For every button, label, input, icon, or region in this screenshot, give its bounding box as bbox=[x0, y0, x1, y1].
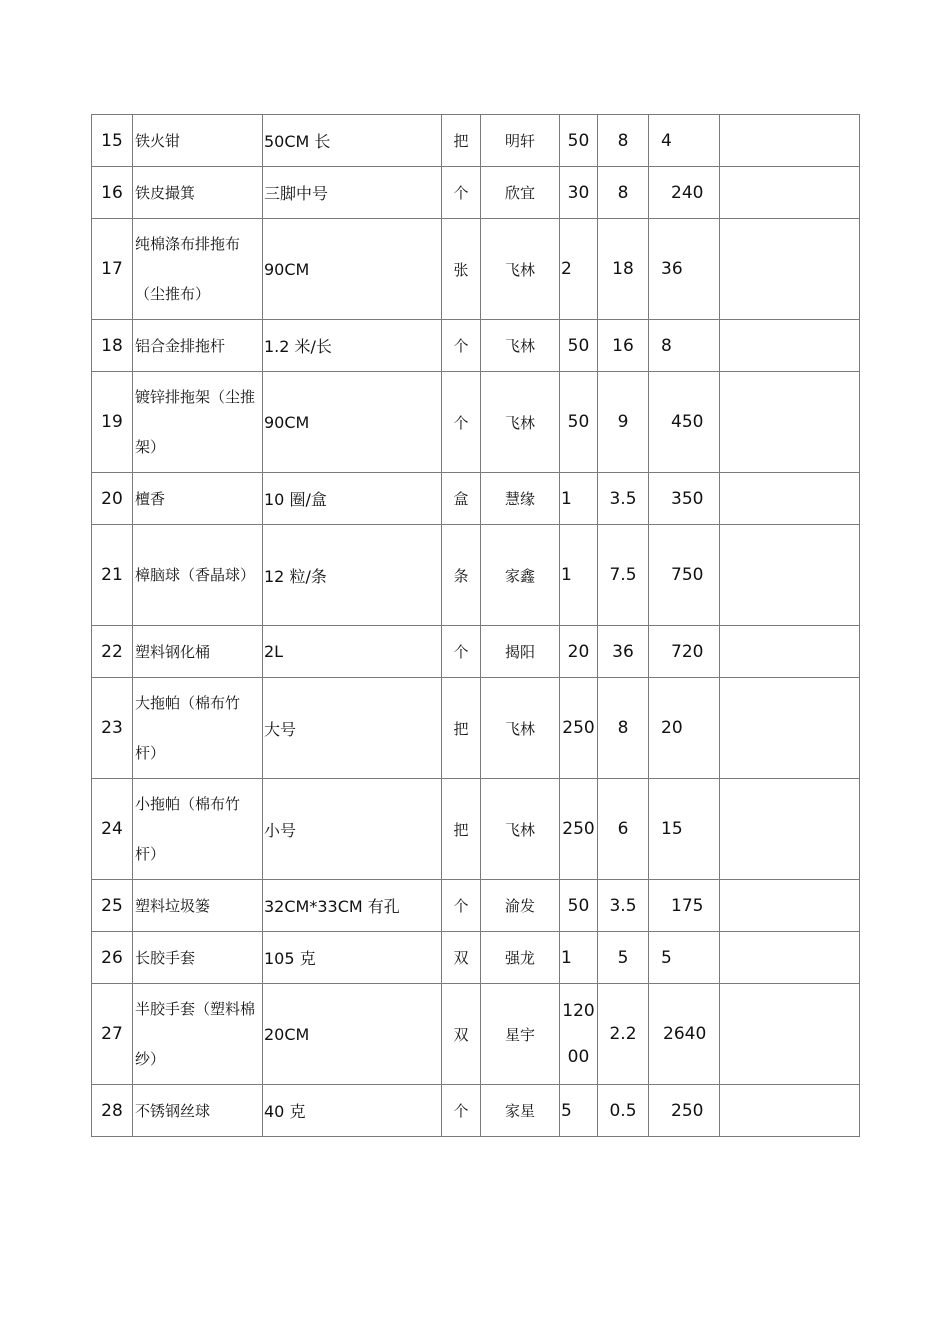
item-unit bbox=[442, 932, 481, 984]
item-note bbox=[720, 219, 860, 320]
item-unit bbox=[442, 984, 481, 1085]
cell-name: 檀香 bbox=[135, 489, 166, 508]
item-quantity bbox=[560, 167, 598, 219]
table-row bbox=[92, 678, 860, 779]
cell-unit: 个 bbox=[453, 337, 469, 355]
cell-spec: 1.2 米/长 bbox=[264, 337, 332, 356]
item-brand bbox=[481, 473, 560, 525]
item-price bbox=[598, 167, 649, 219]
cell-price: 18 bbox=[612, 259, 634, 279]
cell-no: 17 bbox=[101, 259, 123, 279]
table-row bbox=[92, 473, 860, 525]
table-row bbox=[92, 1085, 860, 1137]
cell-unit: 个 bbox=[453, 1102, 469, 1120]
item-total bbox=[649, 779, 720, 880]
cell-unit: 个 bbox=[453, 413, 469, 432]
item-number bbox=[92, 167, 133, 219]
cell-no: 27 bbox=[101, 1024, 123, 1044]
item-name bbox=[133, 984, 263, 1085]
cell-unit: 个 bbox=[453, 184, 469, 202]
cell-price: 5 bbox=[617, 947, 629, 968]
cell-qty: 20 bbox=[567, 641, 590, 662]
item-spec bbox=[263, 779, 442, 880]
cell-qty: 250 bbox=[562, 718, 595, 738]
cell-brand: 飞林 bbox=[504, 719, 535, 738]
table-row bbox=[92, 984, 860, 1085]
item-number bbox=[92, 678, 133, 779]
item-spec bbox=[263, 525, 442, 626]
cell-spec: 90CM bbox=[264, 412, 310, 432]
cell-unit: 双 bbox=[453, 949, 469, 967]
item-unit bbox=[442, 1085, 481, 1137]
item-total bbox=[649, 219, 720, 320]
cell-spec: 20CM bbox=[264, 1024, 310, 1044]
item-spec bbox=[263, 880, 442, 932]
cell-spec: 105 克 bbox=[264, 949, 316, 968]
cell-brand: 飞林 bbox=[504, 413, 535, 432]
item-spec bbox=[263, 167, 442, 219]
item-price bbox=[598, 372, 649, 473]
cell-spec: 50CM 长 bbox=[264, 132, 331, 151]
item-quantity bbox=[560, 984, 598, 1085]
cell-brand: 星宇 bbox=[504, 1025, 535, 1044]
item-price bbox=[598, 880, 649, 932]
cell-total: 720 bbox=[671, 641, 704, 662]
item-name bbox=[133, 320, 263, 372]
item-note bbox=[720, 372, 860, 473]
item-name bbox=[133, 1085, 263, 1137]
cell-brand: 飞林 bbox=[504, 337, 535, 355]
item-name bbox=[133, 779, 263, 880]
item-unit bbox=[442, 372, 481, 473]
cell-name: 不锈钢丝球 bbox=[135, 1101, 211, 1120]
item-brand bbox=[481, 1085, 560, 1137]
cell-brand: 强龙 bbox=[504, 949, 535, 967]
item-number bbox=[92, 779, 133, 880]
cell-price: 9 bbox=[617, 412, 629, 432]
item-unit bbox=[442, 779, 481, 880]
cell-price: 16 bbox=[612, 335, 634, 356]
cell-qty: 250 bbox=[562, 819, 595, 839]
table-row bbox=[92, 372, 860, 473]
cell-qty: 5 bbox=[561, 1100, 572, 1121]
item-price bbox=[598, 525, 649, 626]
item-quantity bbox=[560, 1085, 598, 1137]
cell-brand: 明轩 bbox=[504, 132, 535, 150]
item-number bbox=[92, 320, 133, 372]
item-total bbox=[649, 1085, 720, 1137]
cell-price: 3.5 bbox=[609, 895, 637, 916]
cell-total: 250 bbox=[671, 1100, 704, 1121]
item-price bbox=[598, 984, 649, 1085]
item-name bbox=[133, 678, 263, 779]
item-quantity bbox=[560, 880, 598, 932]
item-total bbox=[649, 626, 720, 678]
item-unit bbox=[442, 219, 481, 320]
cell-brand: 揭阳 bbox=[504, 643, 535, 661]
item-quantity bbox=[560, 678, 598, 779]
cell-total: 8 bbox=[661, 335, 672, 356]
item-price bbox=[598, 678, 649, 779]
item-quantity bbox=[560, 525, 598, 626]
item-name bbox=[133, 167, 263, 219]
cell-qty: 50 bbox=[567, 895, 590, 916]
item-brand bbox=[481, 115, 560, 167]
item-brand bbox=[481, 880, 560, 932]
cell-total: 450 bbox=[671, 412, 704, 432]
item-price bbox=[598, 473, 649, 525]
table-row bbox=[92, 880, 860, 932]
table-row bbox=[92, 779, 860, 880]
item-price bbox=[598, 115, 649, 167]
item-unit bbox=[442, 626, 481, 678]
item-quantity bbox=[560, 932, 598, 984]
item-name bbox=[133, 473, 263, 525]
item-price bbox=[598, 320, 649, 372]
table-row bbox=[92, 626, 860, 678]
item-spec bbox=[263, 984, 442, 1085]
item-number bbox=[92, 1085, 133, 1137]
cell-unit: 把 bbox=[453, 132, 469, 150]
cell-no: 18 bbox=[101, 335, 123, 356]
cell-no: 25 bbox=[101, 895, 123, 916]
item-name bbox=[133, 372, 263, 473]
item-spec bbox=[263, 1085, 442, 1137]
cell-no: 20 bbox=[101, 488, 123, 509]
cell-unit: 双 bbox=[453, 1025, 469, 1044]
cell-name: 半胶手套（塑料棉纱） bbox=[135, 1000, 256, 1068]
item-brand bbox=[481, 984, 560, 1085]
item-spec bbox=[263, 372, 442, 473]
item-note bbox=[720, 779, 860, 880]
cell-name: 铁火钳 bbox=[135, 131, 181, 150]
item-total bbox=[649, 167, 720, 219]
cell-total: 4 bbox=[661, 130, 672, 151]
cell-unit: 个 bbox=[453, 643, 469, 661]
item-unit bbox=[442, 320, 481, 372]
item-price bbox=[598, 779, 649, 880]
item-brand bbox=[481, 678, 560, 779]
item-spec bbox=[263, 626, 442, 678]
cell-name: 塑料钢化桶 bbox=[135, 642, 211, 661]
item-spec bbox=[263, 678, 442, 779]
cell-qty: 50 bbox=[567, 335, 590, 356]
cell-price: 7.5 bbox=[609, 565, 637, 585]
item-brand bbox=[481, 372, 560, 473]
item-spec bbox=[263, 320, 442, 372]
item-note bbox=[720, 984, 860, 1085]
cell-total: 5 bbox=[661, 947, 672, 968]
item-total bbox=[649, 320, 720, 372]
item-quantity bbox=[560, 473, 598, 525]
cell-name: 铝合金排拖杆 bbox=[135, 336, 226, 355]
item-quantity bbox=[560, 779, 598, 880]
cell-qty: 1 bbox=[561, 947, 572, 968]
item-quantity bbox=[560, 626, 598, 678]
table-body bbox=[92, 115, 860, 1137]
item-note bbox=[720, 473, 860, 525]
cell-total: 240 bbox=[671, 182, 704, 203]
cell-name: 塑料垃圾篓 bbox=[135, 896, 211, 915]
item-total bbox=[649, 932, 720, 984]
item-brand bbox=[481, 779, 560, 880]
item-price bbox=[598, 219, 649, 320]
item-note bbox=[720, 932, 860, 984]
cell-brand: 家星 bbox=[504, 1102, 535, 1120]
cell-unit: 盒 bbox=[453, 490, 469, 508]
cell-spec: 12 粒/条 bbox=[264, 566, 327, 586]
cell-no: 15 bbox=[101, 130, 123, 151]
cell-brand: 飞林 bbox=[504, 820, 535, 839]
table-row bbox=[92, 115, 860, 167]
item-number bbox=[92, 115, 133, 167]
cell-brand: 慧缘 bbox=[504, 490, 535, 508]
item-number bbox=[92, 219, 133, 320]
cell-price: 0.5 bbox=[609, 1100, 637, 1121]
cell-name: 樟脑球（香晶球） bbox=[135, 566, 256, 584]
item-number bbox=[92, 984, 133, 1085]
item-unit bbox=[442, 525, 481, 626]
cell-brand: 飞林 bbox=[504, 260, 535, 279]
cell-price: 8 bbox=[617, 130, 629, 151]
item-unit bbox=[442, 115, 481, 167]
item-total bbox=[649, 984, 720, 1085]
cell-total: 175 bbox=[671, 895, 704, 916]
item-spec bbox=[263, 473, 442, 525]
table-row bbox=[92, 167, 860, 219]
item-note bbox=[720, 1085, 860, 1137]
table-row bbox=[92, 932, 860, 984]
cell-price: 6 bbox=[617, 819, 629, 839]
item-total bbox=[649, 115, 720, 167]
cell-spec: 32CM*33CM 有孔 bbox=[264, 897, 400, 916]
cell-unit: 把 bbox=[453, 820, 469, 839]
cell-spec: 三脚中号 bbox=[264, 184, 329, 203]
item-price bbox=[598, 1085, 649, 1137]
cell-total: 36 bbox=[661, 259, 683, 279]
cell-spec: 10 圈/盒 bbox=[264, 490, 327, 509]
item-name bbox=[133, 525, 263, 626]
item-name bbox=[133, 115, 263, 167]
item-total bbox=[649, 473, 720, 525]
item-number bbox=[92, 473, 133, 525]
cell-no: 26 bbox=[101, 947, 123, 968]
item-price bbox=[598, 626, 649, 678]
cell-no: 24 bbox=[101, 819, 123, 839]
cell-unit: 张 bbox=[453, 260, 469, 279]
cell-name: 大拖帕（棉布竹杆） bbox=[135, 694, 241, 762]
cell-name: 镀锌排拖架（尘推架） bbox=[135, 388, 256, 456]
item-note bbox=[720, 167, 860, 219]
cell-unit: 把 bbox=[453, 719, 469, 738]
item-brand bbox=[481, 219, 560, 320]
item-brand bbox=[481, 525, 560, 626]
cell-no: 23 bbox=[101, 718, 123, 738]
cell-spec: 大号 bbox=[264, 719, 297, 739]
cell-qty: 50 bbox=[567, 412, 590, 432]
item-note bbox=[720, 320, 860, 372]
item-name bbox=[133, 626, 263, 678]
item-quantity bbox=[560, 372, 598, 473]
cell-no: 22 bbox=[101, 641, 123, 662]
cell-price: 2.2 bbox=[609, 1024, 637, 1044]
item-note bbox=[720, 525, 860, 626]
cell-spec: 40 克 bbox=[264, 1102, 306, 1121]
item-brand bbox=[481, 320, 560, 372]
item-unit bbox=[442, 678, 481, 779]
cell-qty: 1 bbox=[561, 488, 572, 509]
cell-spec: 小号 bbox=[264, 820, 297, 840]
cell-name: 长胶手套 bbox=[135, 948, 196, 967]
cell-total: 350 bbox=[671, 488, 704, 509]
item-quantity bbox=[560, 115, 598, 167]
cell-no: 19 bbox=[101, 412, 123, 432]
cell-price: 8 bbox=[617, 182, 629, 203]
item-total bbox=[649, 372, 720, 473]
cell-total: 15 bbox=[661, 819, 683, 839]
item-unit bbox=[442, 473, 481, 525]
cell-price: 36 bbox=[612, 641, 634, 662]
item-name bbox=[133, 932, 263, 984]
item-quantity bbox=[560, 219, 598, 320]
item-brand bbox=[481, 932, 560, 984]
item-total bbox=[649, 525, 720, 626]
cell-brand: 欣宜 bbox=[504, 184, 535, 202]
cell-qty: 30 bbox=[567, 182, 590, 203]
cell-qty: 50 bbox=[567, 130, 590, 151]
cell-unit: 个 bbox=[453, 897, 469, 915]
item-number bbox=[92, 932, 133, 984]
item-name bbox=[133, 880, 263, 932]
cell-total: 2640 bbox=[663, 1024, 707, 1044]
cell-total: 750 bbox=[671, 565, 704, 585]
item-quantity bbox=[560, 320, 598, 372]
item-brand bbox=[481, 626, 560, 678]
item-total bbox=[649, 880, 720, 932]
cell-no: 28 bbox=[101, 1100, 123, 1121]
item-spec bbox=[263, 219, 442, 320]
cell-no: 16 bbox=[101, 182, 123, 203]
item-unit bbox=[442, 880, 481, 932]
table-row bbox=[92, 320, 860, 372]
item-name bbox=[133, 219, 263, 320]
cell-brand: 家鑫 bbox=[504, 566, 535, 585]
table-row bbox=[92, 219, 860, 320]
item-price bbox=[598, 932, 649, 984]
supplies-table bbox=[91, 114, 860, 1137]
cell-name: 纯棉涤布排拖布（尘推布） bbox=[135, 235, 241, 303]
item-note bbox=[720, 115, 860, 167]
item-number bbox=[92, 880, 133, 932]
cell-qty: 1 bbox=[561, 565, 572, 585]
item-total bbox=[649, 678, 720, 779]
item-brand bbox=[481, 167, 560, 219]
item-unit bbox=[442, 167, 481, 219]
cell-brand: 渝发 bbox=[504, 897, 535, 915]
cell-price: 3.5 bbox=[609, 488, 637, 509]
item-spec bbox=[263, 932, 442, 984]
item-note bbox=[720, 678, 860, 779]
item-number bbox=[92, 525, 133, 626]
item-spec bbox=[263, 115, 442, 167]
cell-name: 铁皮撮箕 bbox=[135, 183, 196, 202]
item-number bbox=[92, 372, 133, 473]
cell-total: 20 bbox=[661, 718, 683, 738]
cell-qty: 2 bbox=[561, 259, 572, 279]
cell-qty: 12000 bbox=[562, 1001, 595, 1067]
cell-unit: 条 bbox=[453, 566, 469, 585]
cell-no: 21 bbox=[101, 565, 123, 585]
cell-spec: 2L bbox=[264, 642, 284, 661]
cell-spec: 90CM bbox=[264, 259, 310, 279]
item-note bbox=[720, 626, 860, 678]
cell-name: 小拖帕（棉布竹杆） bbox=[135, 795, 241, 863]
item-number bbox=[92, 626, 133, 678]
cell-price: 8 bbox=[617, 718, 629, 738]
table-row bbox=[92, 525, 860, 626]
item-note bbox=[720, 880, 860, 932]
